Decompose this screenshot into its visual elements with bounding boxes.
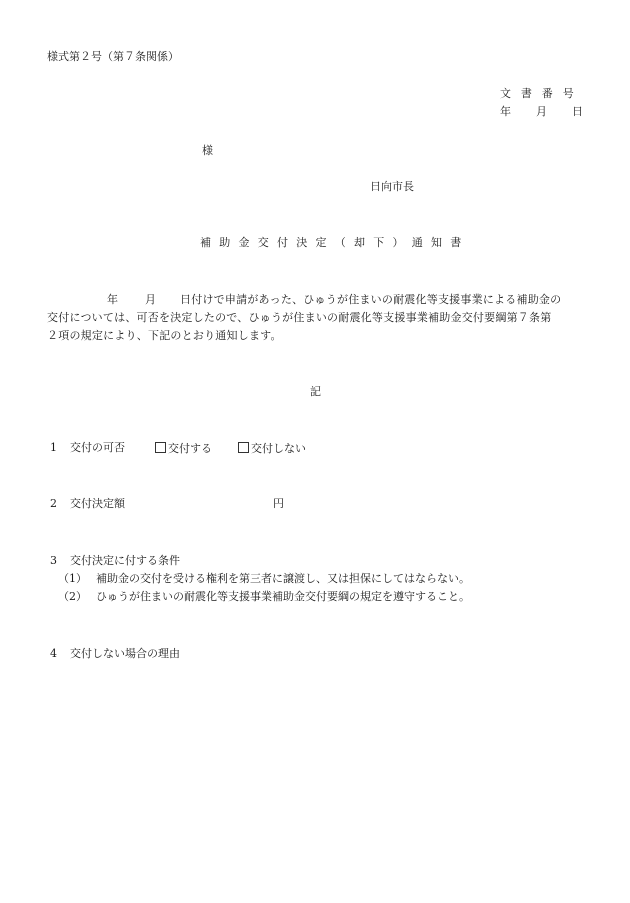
item2-number: 2	[50, 497, 57, 510]
condition-2-text: ひゅうが住まいの耐震化等支援事業補助金交付要綱の規定を遵守すること。	[96, 590, 470, 603]
condition-2-number: （2）	[58, 590, 87, 603]
option-reject[interactable]	[238, 442, 306, 454]
ki-marker: 記	[310, 385, 321, 398]
header-date-month: 月	[536, 105, 547, 118]
body-date-month: 月	[145, 293, 156, 306]
form-number: 様式第２号（第７条関係）	[47, 50, 179, 63]
body-date-year: 年	[107, 293, 118, 306]
condition-1-number: （1）	[58, 572, 87, 585]
issuer-name: 日向市長	[370, 180, 414, 193]
document-title: 補助金交付決定（却下）通知書	[200, 236, 470, 249]
item1-number: 1	[50, 441, 57, 454]
approve-checkbox[interactable]	[155, 442, 166, 453]
reject-checkbox[interactable]	[238, 442, 249, 453]
body-line-1: 日付けで申請があった、ひゅうが住まいの耐震化等支援事業による補助金の	[180, 293, 562, 306]
option-approve[interactable]	[155, 442, 212, 454]
item4-number: 4	[50, 647, 57, 660]
amount-unit: 円	[273, 497, 284, 510]
reject-label: 交付しない	[251, 442, 306, 455]
header-date-day: 日	[572, 105, 583, 118]
item1-label: 交付の可否	[70, 441, 125, 454]
body-line-3: ２項の規定により、下記のとおり通知します。	[47, 329, 282, 342]
condition-1-text: 補助金の交付を受ける権利を第三者に譲渡し、又は担保にしてはならない。	[96, 572, 470, 585]
item2-label: 交付決定額	[70, 497, 125, 510]
header-date-year: 年	[500, 105, 511, 118]
recipient-honorific: 様	[202, 144, 213, 157]
item3-label: 交付決定に付する条件	[70, 554, 180, 567]
item4-label: 交付しない場合の理由	[70, 647, 180, 660]
document-number-label: 文書番号	[500, 87, 584, 100]
body-line-2: 交付については、可否を決定したので、ひゅうが住まいの耐震化等支援事業補助金交付要綱第７条第	[47, 311, 552, 324]
item3-number: 3	[50, 554, 57, 567]
approve-label: 交付する	[168, 442, 212, 455]
